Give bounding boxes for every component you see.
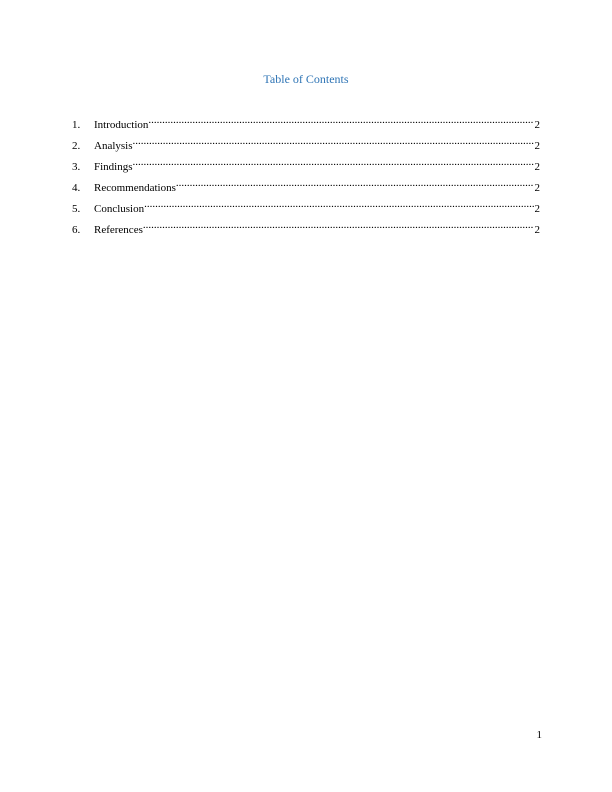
toc-list (72, 112, 540, 238)
toc-entry-analysis[interactable] (72, 133, 540, 154)
toc-dot-leader (176, 175, 534, 191)
toc-entry-label: Findings (94, 161, 133, 173)
toc-entry-page: 2 (534, 182, 540, 194)
toc-dot-leader (133, 154, 534, 170)
toc-entry-references[interactable] (72, 217, 540, 238)
toc-dot-leader (143, 217, 534, 233)
toc-entry-number: 5. (72, 203, 81, 215)
toc-entry-findings[interactable] (72, 154, 540, 175)
toc-entry-recommendations[interactable] (72, 175, 540, 196)
toc-entry-number: 6. (72, 224, 81, 236)
toc-dot-leader (133, 133, 534, 149)
toc-dot-leader (148, 112, 533, 128)
toc-entry-number: 3. (72, 161, 81, 173)
toc-entry-label: Conclusion (94, 203, 145, 215)
toc-entry-page: 2 (534, 224, 540, 236)
toc-entry-label: Introduction (94, 119, 149, 131)
page-number: 1 (536, 729, 542, 741)
toc-entry-number: 2. (72, 140, 81, 152)
toc-dot-leader (144, 196, 533, 212)
toc-entry-page: 2 (534, 203, 540, 215)
toc-entry-number: 1. (72, 119, 81, 131)
toc-entry-page: 2 (534, 119, 540, 131)
toc-entry-page: 2 (534, 140, 540, 152)
toc-entry-introduction[interactable] (72, 112, 540, 133)
toc-entry-conclusion[interactable] (72, 196, 540, 217)
toc-entry-number: 4. (72, 182, 81, 194)
toc-entry-page: 2 (534, 161, 540, 173)
toc-entry-label: References (94, 224, 143, 236)
toc-entry-label: Recommendations (94, 182, 176, 194)
toc-entry-label: Analysis (94, 140, 133, 152)
toc-title: Table of Contents (263, 72, 349, 86)
